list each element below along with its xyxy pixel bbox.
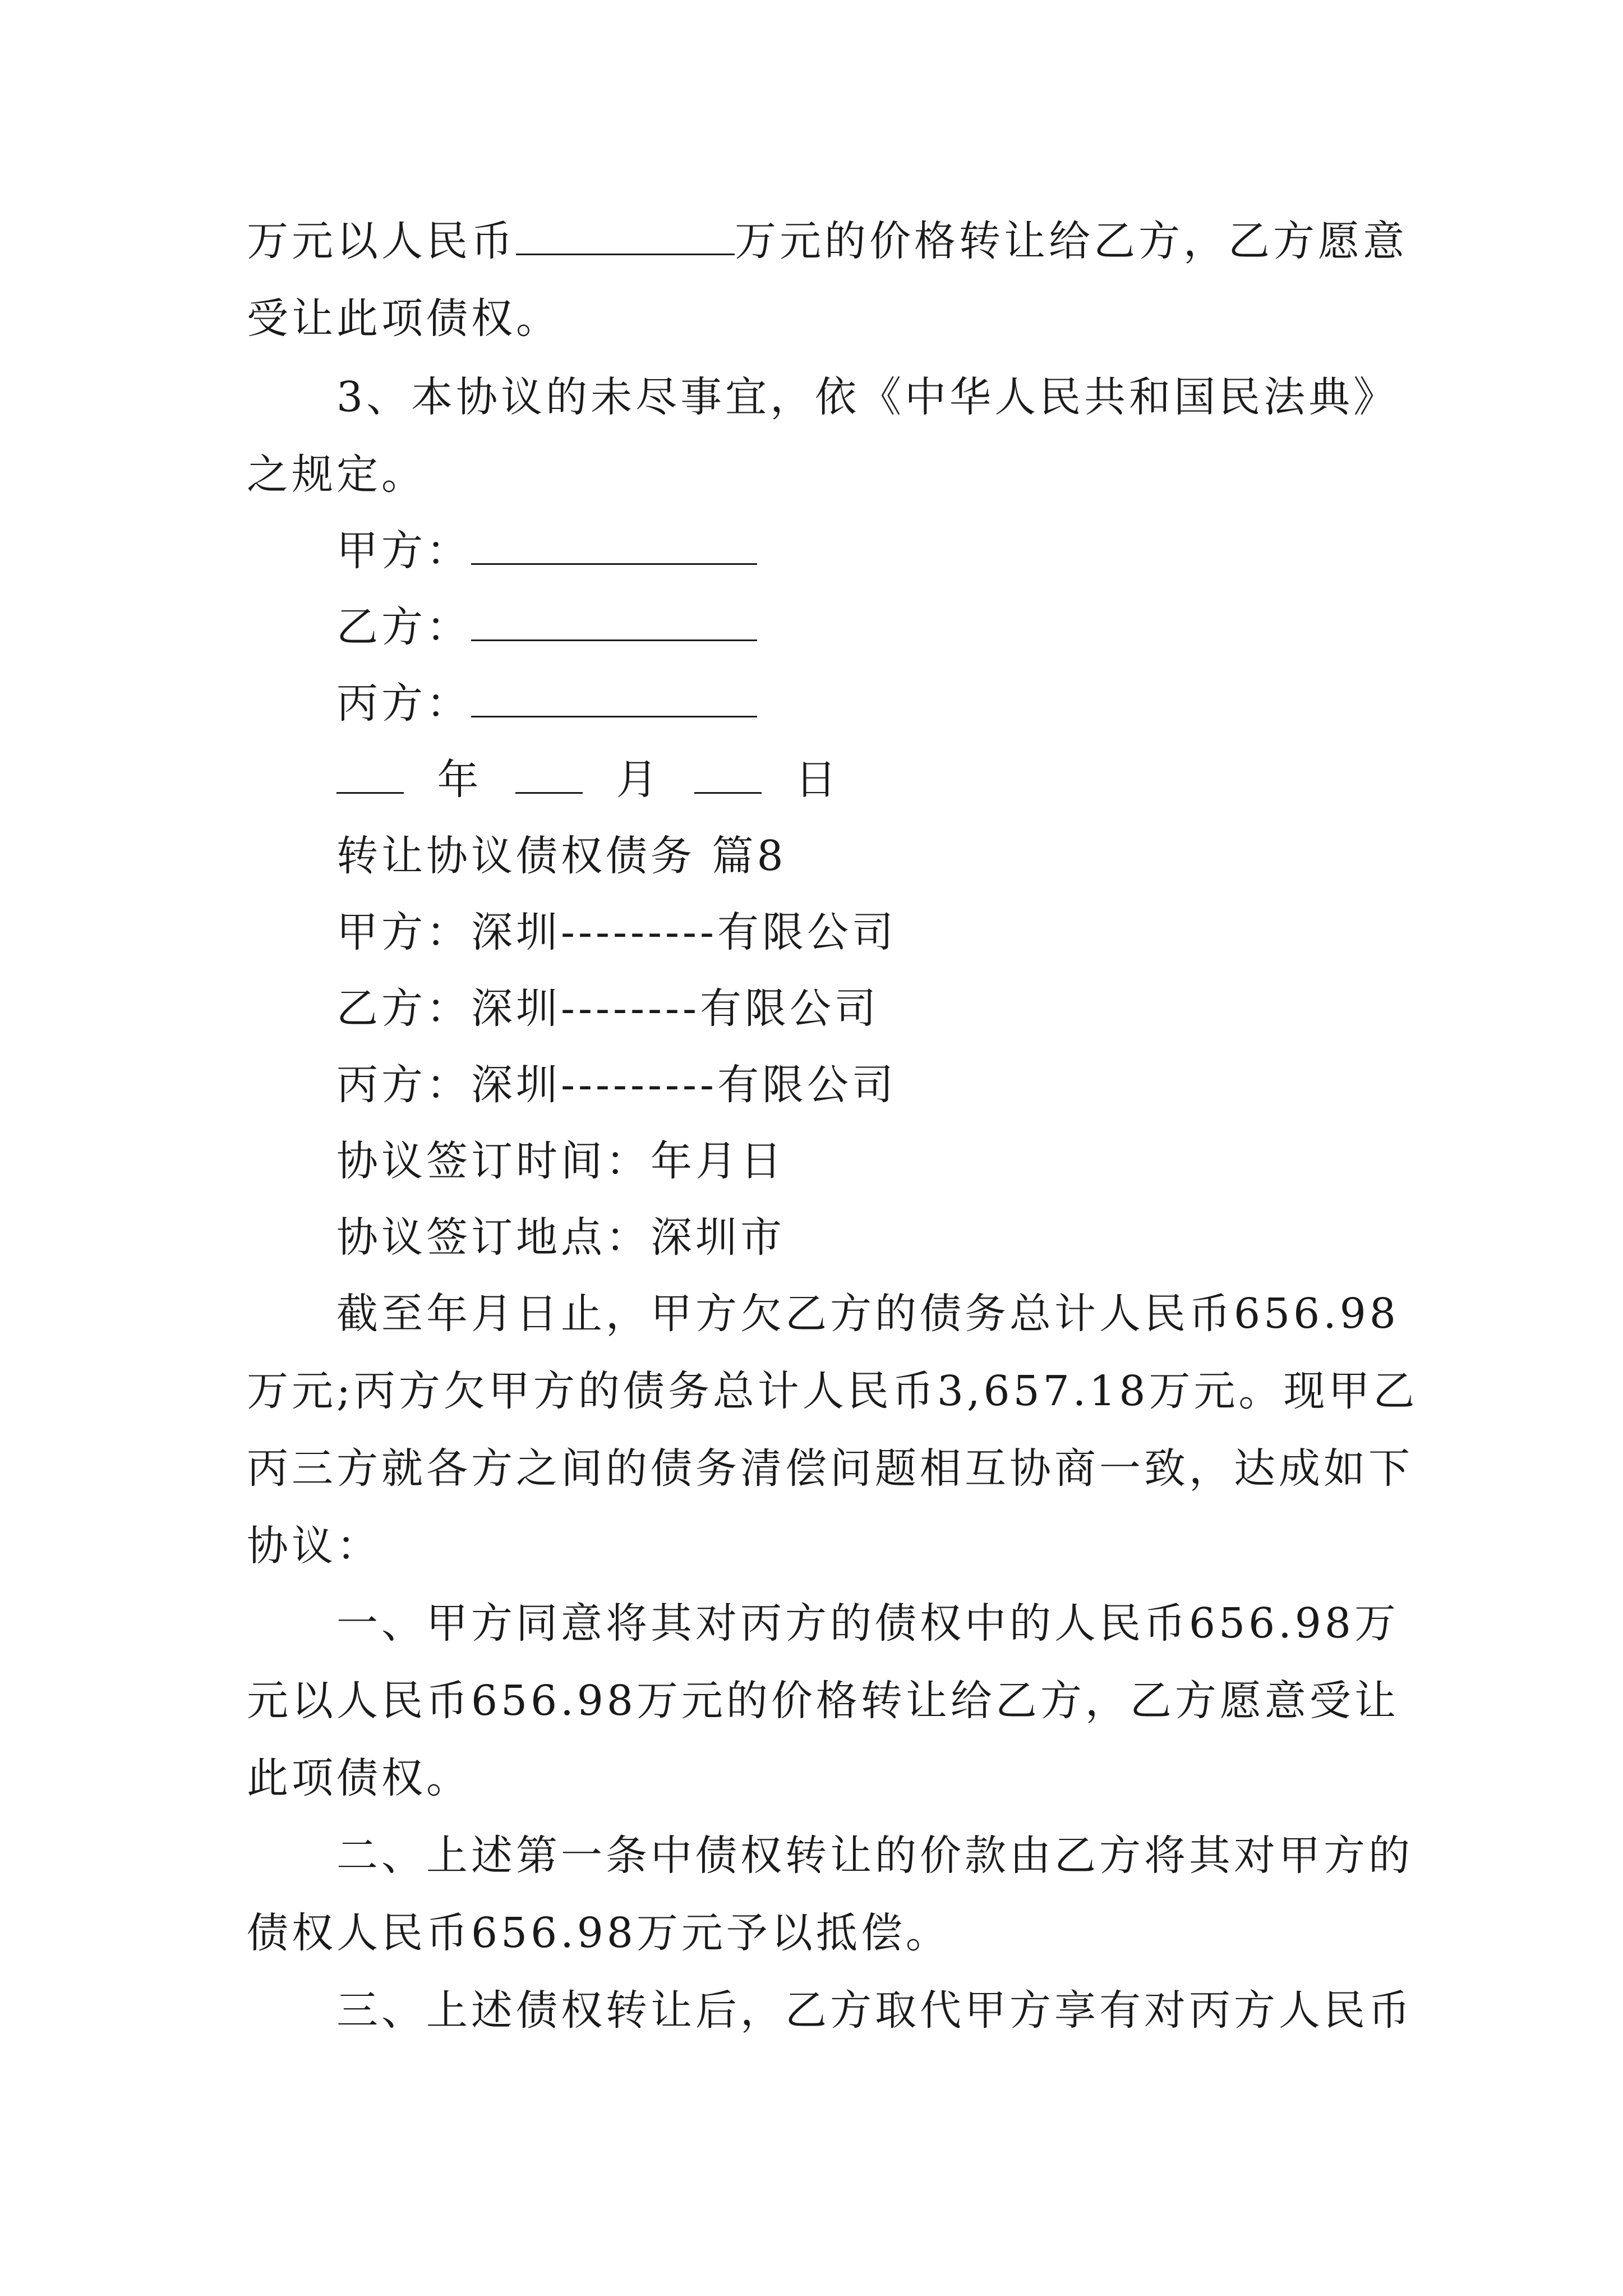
paragraph-line: 万元;丙方欠甲方的债务总计人民币3,657.18万元。现甲乙 bbox=[247, 1367, 1418, 1415]
fill-in-blank bbox=[471, 528, 757, 565]
paragraph-line: 债权人民币656.98万元予以抵偿。 bbox=[247, 1909, 951, 1957]
fill-in-blank bbox=[516, 219, 735, 255]
paragraph-line: 协议： bbox=[247, 1522, 381, 1570]
sign-place-line: 协议签订地点：深圳市 bbox=[336, 1213, 785, 1262]
paragraph-line: 之规定。 bbox=[247, 450, 426, 499]
paragraph-line: 此项债权。 bbox=[247, 1754, 471, 1802]
paragraph-line: 二、上述第一条中债权转让的价款由乙方将其对甲方的 bbox=[336, 1832, 1413, 1880]
signature-label: 乙方： bbox=[336, 603, 471, 651]
signature-line-party-a bbox=[336, 523, 757, 579]
paragraph-line: 三、上述债权转让后，乙方取代甲方享有对丙方人民币 bbox=[336, 1986, 1413, 2035]
date-day-label: 日 bbox=[795, 756, 840, 804]
paragraph-line: 受让此项债权。 bbox=[247, 295, 561, 343]
paragraph-line bbox=[247, 213, 1408, 269]
text-fragment: 万元以人民币 bbox=[247, 217, 516, 265]
section-title: 转让协议债权债务 篇8 bbox=[336, 832, 787, 880]
sign-time-line: 协议签订时间：年月日 bbox=[336, 1137, 785, 1185]
party-a-line: 甲方：深圳---------有限公司 bbox=[336, 908, 897, 956]
date-line bbox=[336, 752, 840, 808]
party-c-line: 丙方：深圳---------有限公司 bbox=[336, 1061, 897, 1109]
fill-in-blank bbox=[336, 757, 404, 794]
text-fragment: 万元的价格转让给乙方，乙方愿意 bbox=[735, 217, 1408, 265]
signature-line-party-c bbox=[336, 675, 757, 731]
fill-in-blank bbox=[694, 757, 762, 794]
date-month-label: 月 bbox=[616, 756, 661, 804]
fill-in-blank bbox=[515, 757, 583, 794]
paragraph-line: 一、甲方同意将其对丙方的债权中的人民币656.98万 bbox=[336, 1599, 1399, 1648]
signature-label: 甲方： bbox=[336, 527, 471, 575]
paragraph-line: 丙三方就各方之间的债务清偿问题相互协商一致，达成如下 bbox=[247, 1444, 1413, 1493]
paragraph-line: 截至年月日止，甲方欠乙方的债务总计人民币656.98 bbox=[336, 1290, 1399, 1338]
fill-in-blank bbox=[471, 605, 757, 641]
fill-in-blank bbox=[471, 681, 757, 717]
party-b-line: 乙方：深圳--------有限公司 bbox=[336, 984, 880, 1033]
paragraph-line: 3、本协议的未尽事宜，依《中华人民共和国民法典》 bbox=[336, 373, 1399, 421]
paragraph-line: 元以人民币656.98万元的价格转让给乙方，乙方愿意受让 bbox=[247, 1677, 1399, 1725]
date-year-label: 年 bbox=[437, 756, 482, 804]
signature-line-party-b bbox=[336, 599, 757, 655]
signature-label: 丙方： bbox=[336, 679, 471, 728]
